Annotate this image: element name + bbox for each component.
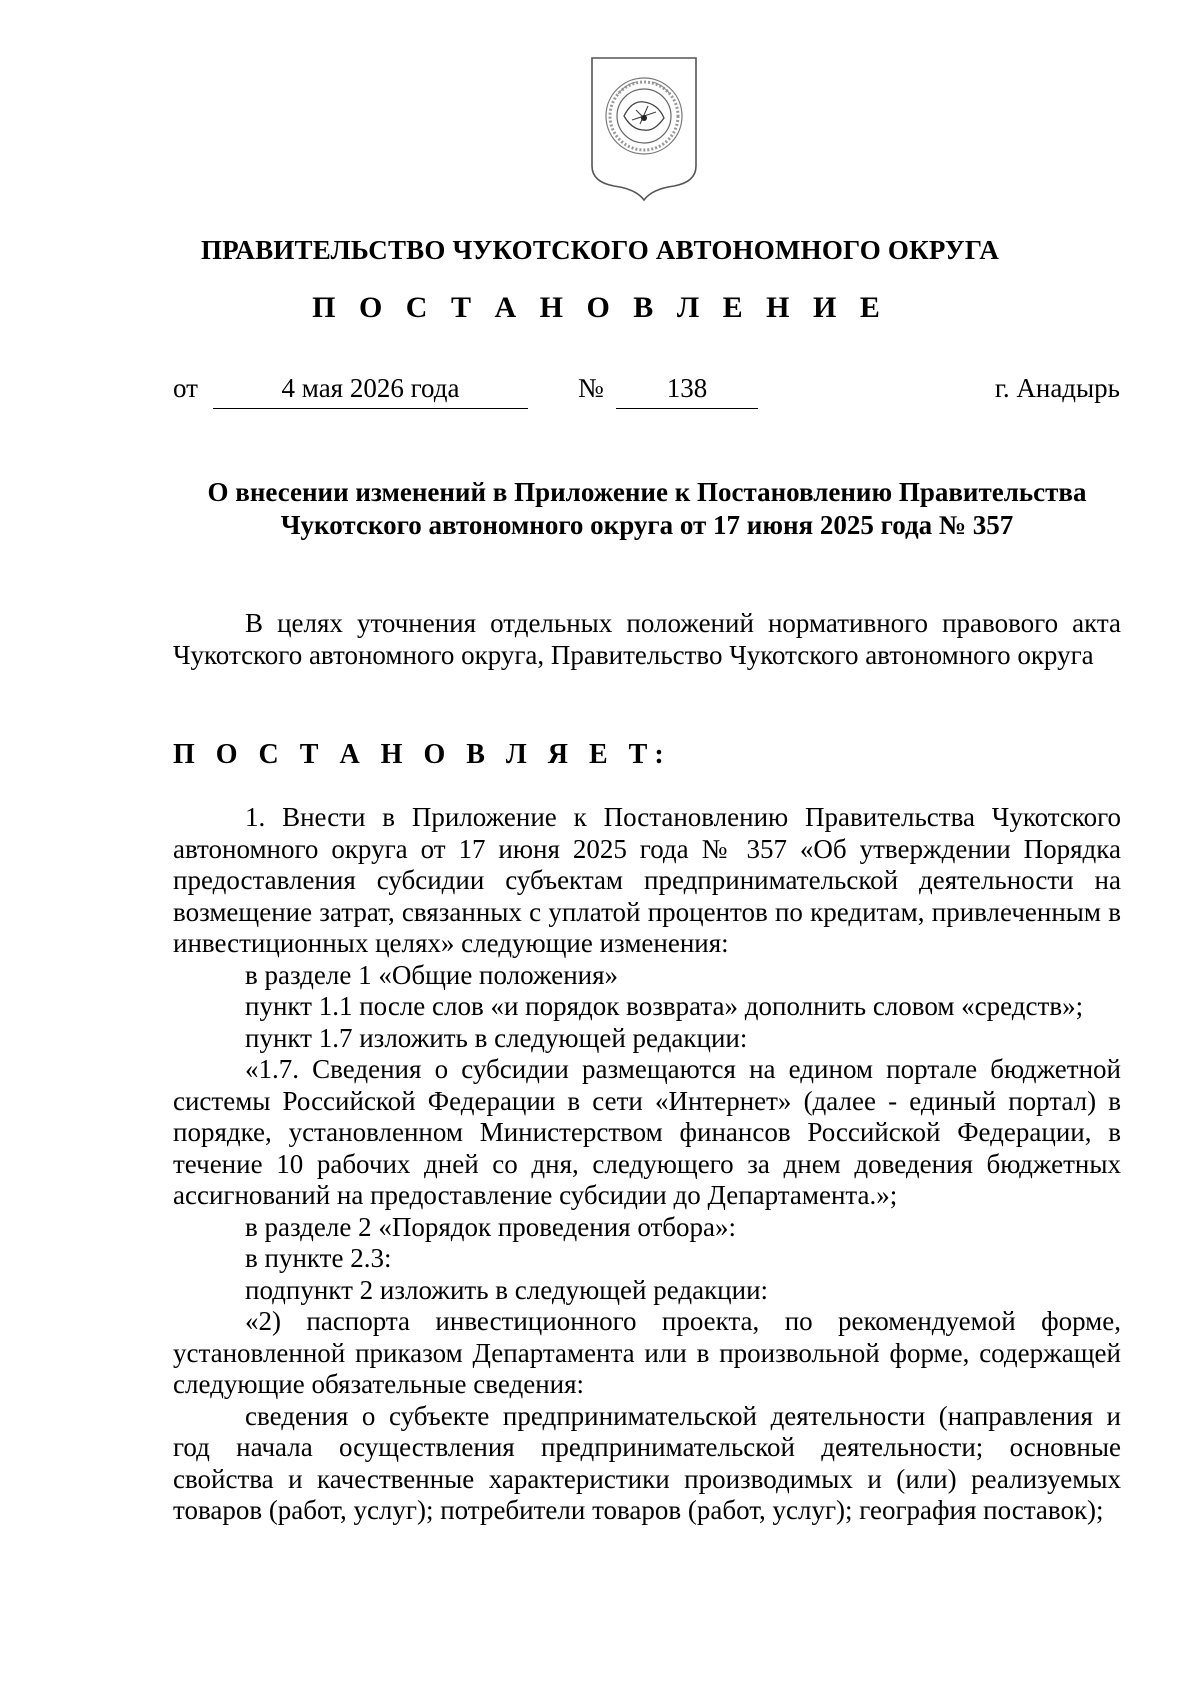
document-city: г. Анадырь (994, 373, 1120, 403)
subject-line-1: О внесении изменений в Приложение к Постановлению Правительства (207, 477, 1087, 507)
body-paragraph: сведения о субъекте предпринимательской деятельности (направления и год начала осуществления предпринимательской деятельности; основные свойства и качественные характеристики производимых и (или) реализуемых товаров (работ, услуг); потребители товаров (работ, услуг); география поставок); (173, 1400, 1121, 1525)
body-paragraph: подпункт 2 изложить в следующей редакции: (245, 1274, 769, 1305)
body-paragraph: в разделе 2 «Порядок проведения отбора»: (245, 1211, 736, 1242)
number-prefix: № (578, 373, 604, 403)
body-paragraph: «2) паспорта инвестиционного проекта, по рекомендуемой форме, установленной приказом Департамента или в произвольной форме, содержащей следующие обязательные сведения: (173, 1306, 1121, 1399)
coat-of-arms-emblem (588, 54, 700, 204)
body-paragraph: 1. Внести в Приложение к Постановлению Правительства Чукотского автономного округа от 17 июня 2025 года № 357 «Об утверждении Порядка предоставления субсидии субъектам предпринимательской деятельности на возмещение затрат, связанных с уплатой процентов по кредитам, привлеченным в инвестиционных целях» следующие изменения: (173, 802, 1121, 958)
document-subject (173, 476, 1121, 542)
preamble-block (173, 608, 1121, 671)
body-paragraph: «1.7. Сведения о субсидии размещаются на едином портале бюджетной системы Российской Федерации в сети «Интернет» (далее - единый портал) в порядке, установленном Министерством финансов Российской Федерации, в течение 10 рабочих дней со дня, следующего за днем доведения бюджетных ассигнований на предоставление субсидии до Департамента.»; (173, 1054, 1121, 1210)
preamble-paragraph: В целях уточнения отдельных положений нормативного правового акта Чукотского автономного округа, Правительство Чукотского автономного округа (173, 608, 1121, 670)
resolves-heading: П О С Т А Н О В Л Я Е Т: (173, 739, 671, 770)
document-date: 4 мая 2026 года (213, 372, 528, 409)
body-paragraph: в разделе 1 «Общие положения» (245, 959, 619, 990)
main-body (173, 802, 1121, 1527)
organization-title: ПРАВИТЕЛЬСТВО ЧУКОТСКОГО АВТОНОМНОГО ОКРУГА (200, 235, 1000, 265)
body-paragraph: пункт 1.1 после слов «и порядок возврата» дополнить словом «средств»; (245, 991, 1084, 1021)
body-paragraph: пункт 1.7 изложить в следующей редакции: (245, 1022, 748, 1053)
date-prefix: от (173, 373, 198, 403)
subject-line-2: Чукотского автономного округа от 17 июня 2025 года № 357 (280, 510, 1014, 540)
document-type-title: П О С Т А Н О В Л Е Н И Е (312, 291, 888, 324)
document-number: 138 (616, 372, 758, 409)
document-meta-row (0, 372, 1200, 412)
body-paragraph: в пункте 2.3: (245, 1243, 392, 1273)
